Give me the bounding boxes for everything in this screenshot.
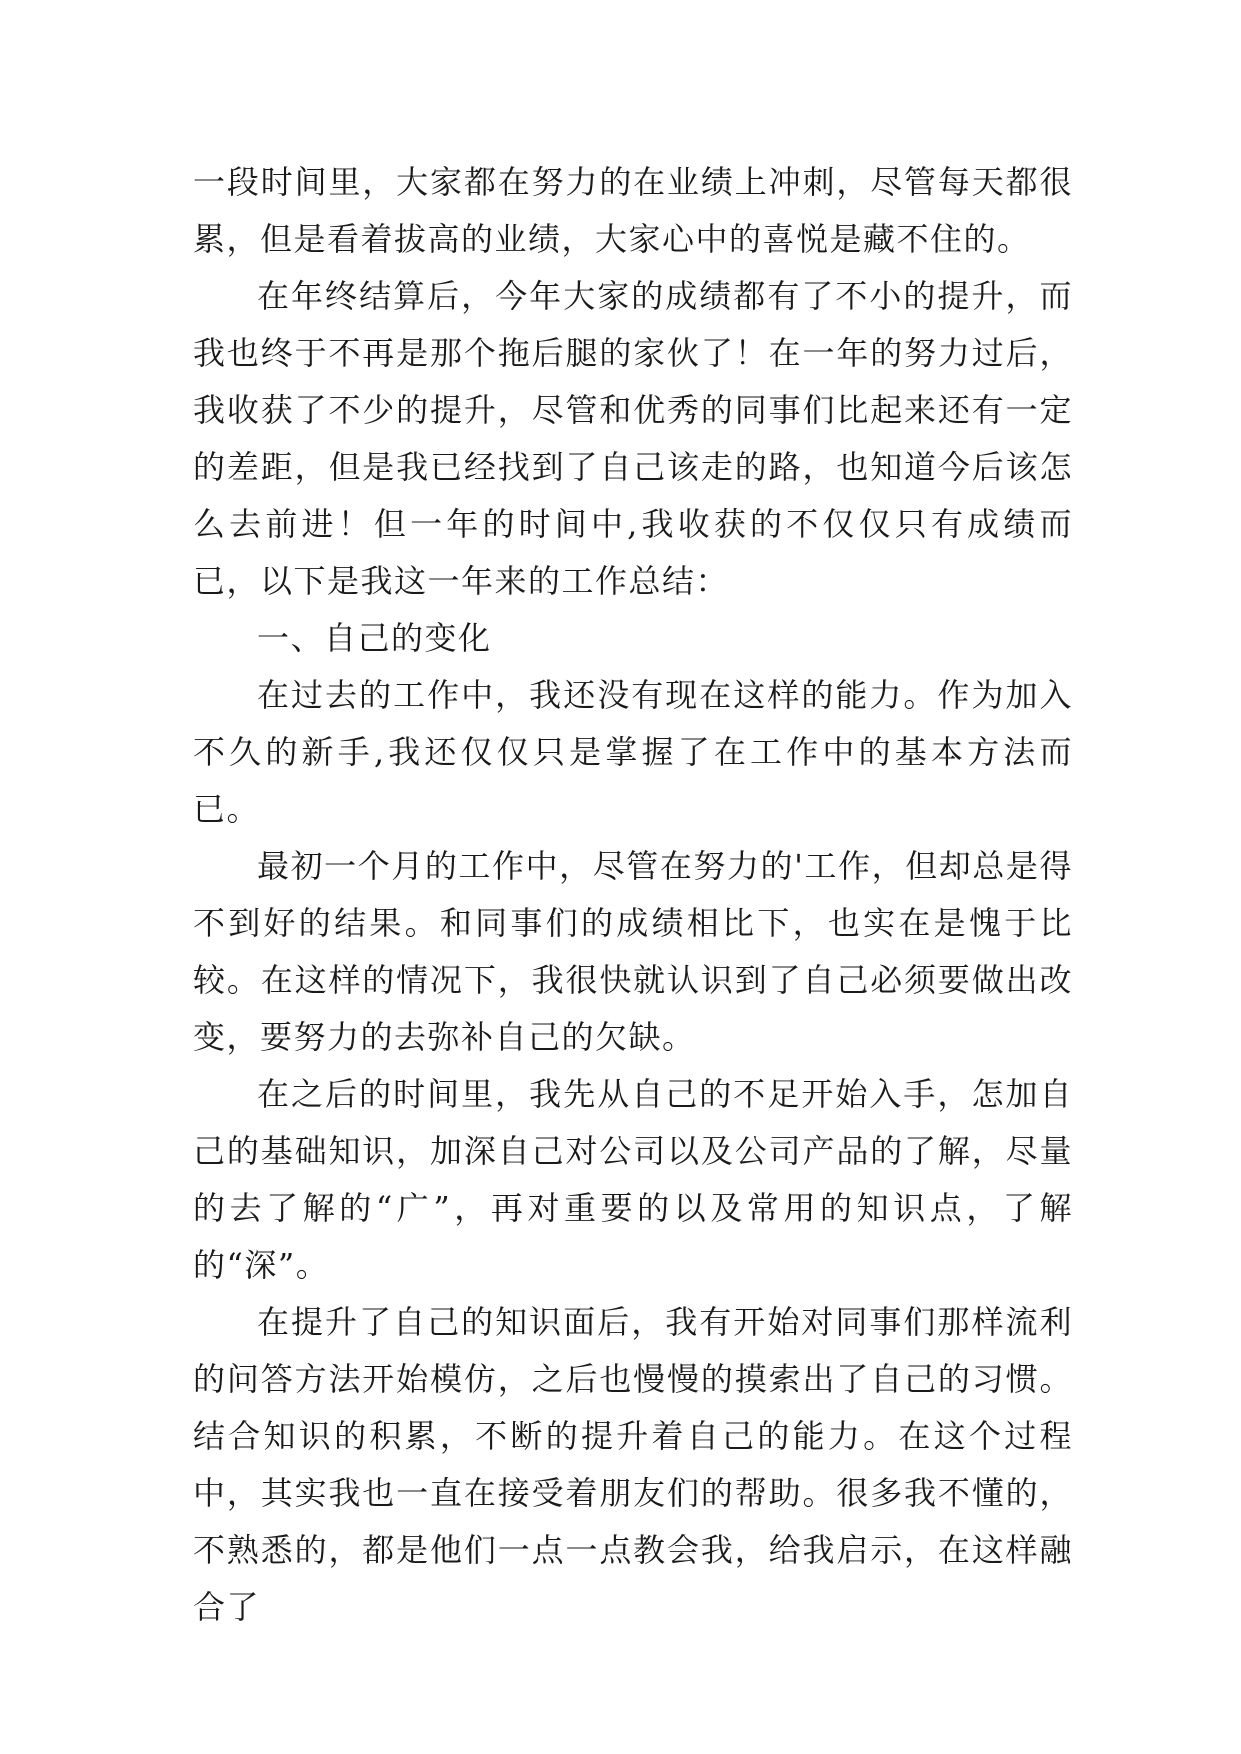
section-heading: 一、自己的变化 <box>257 619 492 657</box>
paragraph-2: 在年终结算后，今年大家的成绩都有了不小的提升，而我也终于不再是那个拖后腿的家伙了！在一年的努力过后，我收获了不少的提升，尽管和优秀的同事们比起来还有一定的差距，但是我已经找到了自己该走的路，也知道今后该怎么去前进！但一年的时间中,我收获的不仅仅只有成绩而已，以下是我这一年来的工作总结： <box>193 277 1073 600</box>
paragraph-3: 在过去的工作中，我还没有现在这样的能力。作为加入不久的新手,我还仅仅只是掌握了在工作中的基本方法而已。 <box>193 676 1073 828</box>
paragraph-5: 在之后的时间里，我先从自己的不足开始入手，怎加自己的基础知识，加深自己对公司以及公司产品的了解，尽量的去了解的“广”，再对重要的以及常用的知识点，了解的“深”。 <box>193 1075 1073 1284</box>
paragraph-1: 一段时间里，大家都在努力的在业绩上冲刺，尽管每天都很累，但是看着拔高的业绩，大家心中的喜悦是藏不住的。 <box>193 163 1073 258</box>
paragraph-4: 最初一个月的工作中，尽管在努力的'工作，但却总是得不到好的结果。和同事们的成绩相比下，也实在是愧于比较。在这样的情况下，我很快就认识到了自己必须要做出改变，要努力的去弥补自己的欠缺。 <box>193 847 1073 1056</box>
document-body <box>193 154 1073 1636</box>
paragraph-6: 在提升了自己的知识面后，我有开始对同事们那样流利的问答方法开始模仿，之后也慢慢的摸索出了自己的习惯。结合知识的积累，不断的提升着自己的能力。在这个过程中，其实我也一直在接受着朋友们的帮助。很多我不懂的，不熟悉的，都是他们一点一点教会我，给我启示，在这样融合了 <box>193 1303 1073 1626</box>
